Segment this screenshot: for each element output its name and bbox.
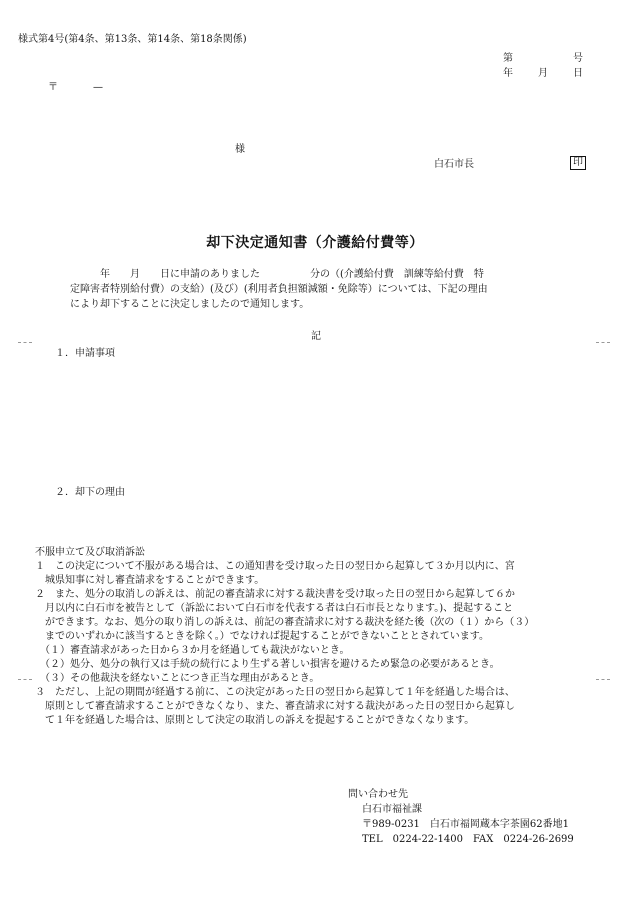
appeal-line: （１）審査請求があった日から３か月を経過しても裁決がないとき。	[35, 645, 350, 656]
intro-line-2: 定障害者特別給付費）の支給）(及び）(利用者負担額減額・免除等）については、下記の理由	[70, 284, 488, 295]
contact-heading: 問い合わせ先	[348, 789, 408, 800]
section-application-items: １．申請事項	[55, 348, 115, 359]
appeal-line: 城県知事に対し審査請求をすることができます。	[35, 575, 265, 586]
appeal-heading: 不服申立て及び取消訴訟	[35, 547, 145, 558]
number-go: 号	[573, 53, 583, 64]
appeal-line: ができます。なお、処分の取り消しの訴えは、前記の審査請求に対する裁決を経た後（次の（１）から（３）	[35, 617, 535, 628]
date-month: 月	[538, 68, 548, 79]
seal-mark: 印	[570, 156, 586, 170]
contact-department: 白石市福祉課	[362, 804, 422, 815]
contact-phone-fax: TEL 0224-22-1400 FAX 0224-26-2699	[362, 834, 574, 845]
postal-dash: —	[93, 82, 103, 93]
date-year: 年	[503, 68, 513, 79]
document-title: 却下決定通知書（介護給付費等）	[206, 235, 424, 251]
appeal-line: て１年を経過した場合は、原則として決定の取消しの訴えを提起することができなくなります。	[35, 715, 475, 726]
fold-mark-left-top	[18, 342, 32, 343]
fold-mark-left-bottom	[18, 679, 32, 680]
appeal-line: ２ また、処分の取消しの訴えは、前記の審査請求に対する裁決書を受け取った日の翌日から起算して６か	[35, 589, 515, 600]
date-day: 日	[573, 68, 583, 79]
fold-mark-right-bottom	[596, 679, 610, 680]
fold-mark-right-top	[596, 342, 610, 343]
appeal-line: （３）その他裁決を経ないことにつき正当な理由があるとき。	[35, 673, 320, 684]
postal-mark: 〒	[48, 82, 58, 93]
intro-line-1: 年 月 日に申請のありました 分の（(介護給付費 訓練等給付費 特	[70, 269, 484, 280]
intro-line-3: により却下することに決定しましたので通知します。	[70, 299, 310, 310]
appeal-line: １ この決定について不服がある場合は、この通知書を受け取った日の翌日から起算して３か月以内に、宮	[35, 561, 515, 572]
appeal-line: 原則として審査請求することができなくなり、また、審査請求に対する裁決があった日の翌日から起算し	[35, 701, 515, 712]
appeal-line: 月以内に白石市を被告として（訴訟において白石市を代表する者は白石市長となります。)、提起すること	[35, 603, 514, 614]
number-dai: 第	[503, 53, 513, 64]
contact-address: 〒989-0231 白石市福岡蔵本字茶園62番地1	[362, 819, 570, 830]
ki-label: 記	[311, 331, 321, 342]
form-label: 様式第4号(第4条、第13条、第14条、第18条関係)	[18, 34, 247, 45]
addressee-sama: 様	[235, 144, 245, 155]
appeal-line: （２）処分、処分の執行又は手続の続行により生ずる著しい損害を避けるため緊急の必要があるとき。	[35, 659, 500, 670]
appeal-line: ３ ただし、上記の期間が経過する前に、この決定があった日の翌日から起算して１年を経過した場合は、	[35, 687, 515, 698]
appeal-line: までのいずれかに該当するときを除く。）でなければ提起することができないこととされています。	[35, 631, 489, 642]
section-rejection-reason: ２．却下の理由	[55, 487, 125, 498]
sender-name: 白石市長	[434, 159, 474, 170]
